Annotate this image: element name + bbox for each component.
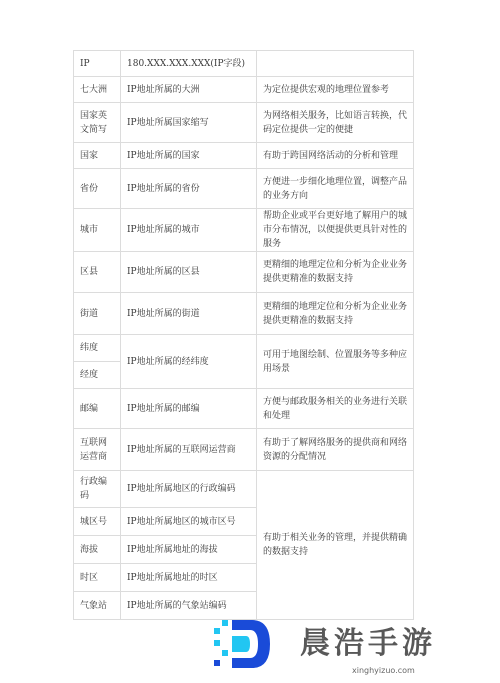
desc-cell: IP地址所属的省份 [121,169,257,209]
field-cell: 国家英文简写 [74,103,121,143]
table-row [74,103,414,143]
purpose-cell: 为定位提供宏观的地理位置参考 [257,77,414,103]
table-row [74,51,414,77]
desc-cell: IP地址所属的国家 [121,143,257,169]
table-row [74,335,414,362]
field-cell: 时区 [74,564,121,592]
desc-cell: 180.XXX.XXX.XXX(IP字段) [121,51,257,77]
desc-cell: IP地址所属的邮编 [121,389,257,429]
purpose-cell: 有助于相关业务的管理，并提供精确的数据支持 [257,471,414,620]
field-cell: 海拔 [74,536,121,564]
desc-cell: IP地址所属地址的海拔 [121,536,257,564]
field-cell: 经度 [74,362,121,389]
field-cell: 省份 [74,169,121,209]
desc-cell: IP地址所属的街道 [121,293,257,335]
field-cell: 街道 [74,293,121,335]
desc-cell: IP地址所属的互联网运营商 [121,429,257,471]
field-cell: 邮编 [74,389,121,429]
table-row [74,143,414,169]
table-row [74,77,414,103]
purpose-cell: 有助于了解网络服务的提供商和网络资源的分配情况 [257,429,414,471]
table-row [74,389,414,429]
desc-cell: IP地址所属地区的行政编码 [121,471,257,508]
purpose-cell: 可用于地图绘制、位置服务等多种应用场景 [257,335,414,389]
watermark-brand-text: 晨浩手游 [300,626,436,661]
table-row [74,293,414,335]
field-cell: 城区号 [74,508,121,536]
table-row [74,252,414,293]
field-cell: 国家 [74,143,121,169]
purpose-cell: 帮助企业或平台更好地了解用户的城市分布情况，以便提供更具针对性的服务 [257,209,414,252]
field-cell: 区县 [74,252,121,293]
field-cell: 纬度 [74,335,121,362]
desc-cell: IP地址所属的城市 [121,209,257,252]
field-cell: 行政编码 [74,471,121,508]
field-cell: 城市 [74,209,121,252]
table-row [74,429,414,471]
field-cell: 气象站 [74,592,121,620]
field-cell: IP [74,51,121,77]
purpose-cell: 方便进一步细化地理位置，调整产品的业务方向 [257,169,414,209]
purpose-cell: 为网络相关服务，比如语言转换，代码定位提供一定的便捷 [257,103,414,143]
watermark-url: xinghyizuo.com [352,666,415,675]
site-watermark [212,614,492,682]
field-cell: 七大洲 [74,77,121,103]
table-row [74,169,414,209]
info-table [73,50,414,620]
purpose-cell: 更精细的地理定位和分析为企业业务提供更精准的数据支持 [257,252,414,293]
purpose-cell: 方便与邮政服务相关的业务进行关联和处理 [257,389,414,429]
desc-cell: IP地址所属地区的城市区号 [121,508,257,536]
table-row [74,471,414,508]
field-cell: 互联网运营商 [74,429,121,471]
desc-cell: IP地址所属的气象站编码 [121,592,257,620]
desc-cell: IP地址所属的经纬度 [121,335,257,389]
brand-logo-icon [212,614,274,674]
purpose-cell: 有助于跨国网络活动的分析和管理 [257,143,414,169]
desc-cell: IP地址所属的区县 [121,252,257,293]
desc-cell: IP地址所属的大洲 [121,77,257,103]
purpose-cell: 更精细的地理定位和分析为企业业务提供更精准的数据支持 [257,293,414,335]
purpose-cell [257,51,414,77]
desc-cell: IP地址所属国家缩写 [121,103,257,143]
desc-cell: IP地址所属地址的时区 [121,564,257,592]
table-row [74,209,414,252]
